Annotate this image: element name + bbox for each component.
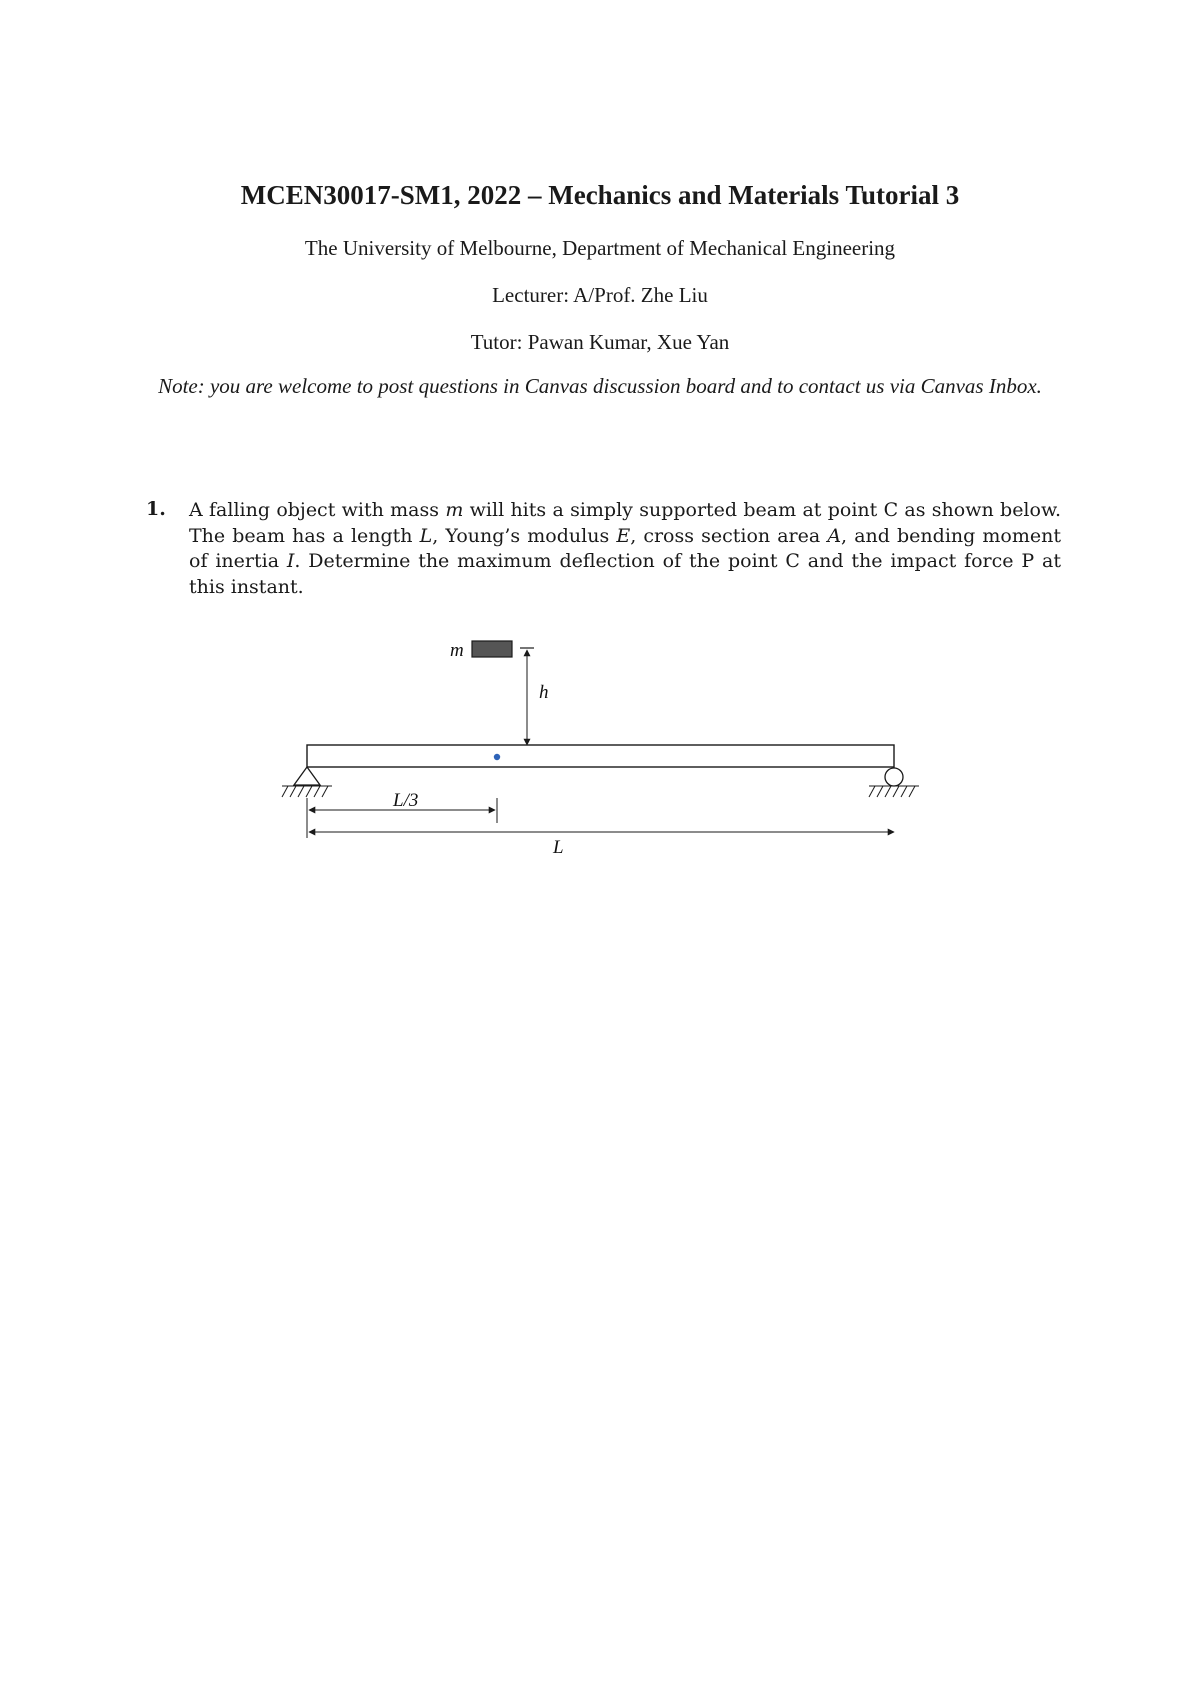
note: Note: you are welcome to post questions in Canvas discussion board and to contact us via Canvas Inbox.: [158, 374, 1042, 398]
q-var-E: E: [616, 524, 631, 547]
falling-mass: [472, 641, 512, 657]
q-part: , cross section area: [630, 524, 828, 547]
left-ground-hatch: [282, 786, 332, 797]
q-part: , Young’s modulus: [432, 524, 617, 547]
q-var-m: m: [445, 499, 464, 521]
right-ground-hatch: [869, 786, 919, 797]
page-title: MCEN30017-SM1, 2022 – Mechanics and Materials Tutorial 3: [240, 180, 960, 210]
q-var-A: A: [827, 524, 842, 547]
q-part: , and bending moment of inertia: [189, 524, 1061, 572]
pin-support: [294, 767, 320, 785]
mass-label: m: [450, 640, 464, 661]
roller-support: [885, 768, 903, 786]
height-label: h: [539, 682, 549, 703]
q-var-L: L: [419, 524, 433, 547]
lecturer: Lecturer: A/Prof. Zhe Liu: [492, 283, 708, 307]
q-part: . Determine the maximum deflection of the point C and the impact force P at this instant.: [189, 550, 1062, 598]
q-part: A falling object with mass: [189, 499, 446, 521]
beam: [307, 745, 894, 767]
third-label: L/3: [393, 790, 419, 811]
q-part: will hits a simply supported beam at point C as shown below. The beam has a length: [189, 499, 1061, 547]
point-c: [494, 754, 500, 760]
length-label: L: [553, 837, 564, 858]
question-number: 1.: [146, 498, 166, 520]
tutor: Tutor: Pawan Kumar, Xue Yan: [470, 330, 730, 354]
institution: The University of Melbourne, Department of Mechanical Engineering: [304, 236, 896, 260]
q-var-I: I: [286, 550, 295, 572]
